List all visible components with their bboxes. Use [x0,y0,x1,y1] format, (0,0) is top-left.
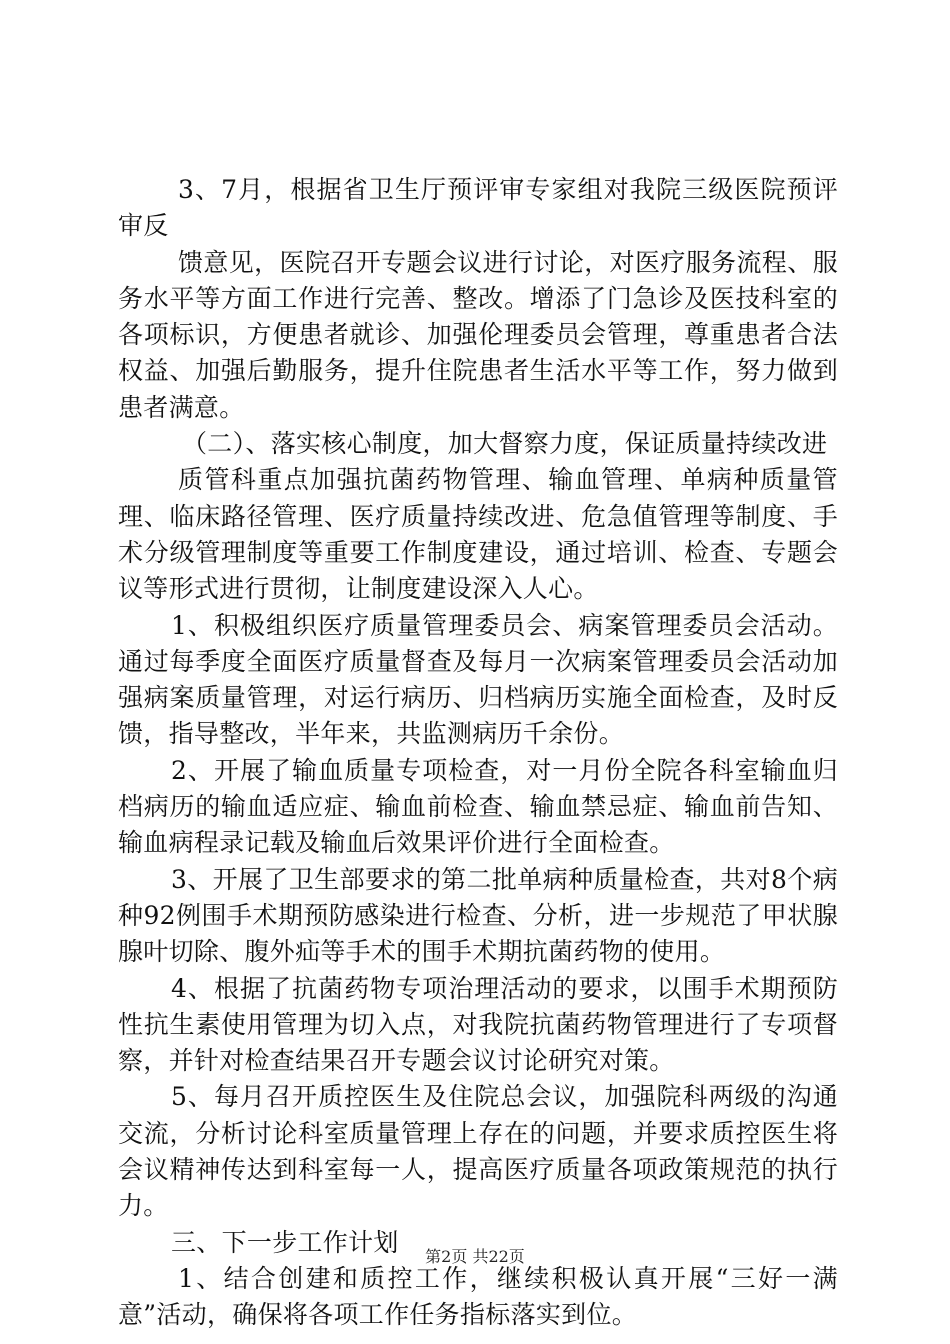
paragraph-item-1-committees: 1、积极组织医疗质量管理委员会、病案管理委员会活动。通过每季度全面医疗质量督查及每月一次病案管理委员会活动加强病案质量管理，对运行病历、归档病历实施全面检查，及时反馈，指导整改，半年来，共监测病历千余份。 [118,610,838,749]
paragraph-item-3-single-disease: 3、开展了卫生部要求的第二批单病种质量检查，共对8个病种92例围手术期预防感染进行检查、分析，进一步规范了甲状腺腺叶切除、腹外疝等手术的围手术期抗菌药物的使用。 [118,864,838,967]
section-heading-core-systems: （二）、落实核心制度，加大督察力度，保证质量持续改进 [182,429,828,459]
paragraph-feedback-continuation: 馈意见，医院召开专题会议进行讨论，对医疗服务流程、服务水平等方面工作进行完善、整改。增添了门急诊及医技科室的各项标识，方便患者就诊、加强伦理委员会管理，尊重患者合法权益、加强后勤服务，提升住院患者生活水平等工作，努力做到患者满意。 [118,247,838,422]
page-number-footer: 第2页 共22页 [425,1247,525,1266]
section-heading-next-plan: 三、下一步工作计划 [171,1227,399,1257]
paragraph-item-2-blood-transfusion: 2、开展了输血质量专项检查，对一月份全院各科室输血归档病历的输血适应症、输血前检查、输血禁忌症、输血前告知、输血病程录记载及输血后效果评价进行全面检查。 [118,755,838,858]
paragraph-plan-item-1: 1、结合创建和质控工作，继续积极认真开展“三好一满意”活动，确保将各项工作任务指标落实到位。 [118,1263,838,1330]
paragraph-item-5-meetings: 5、每月召开质控医生及住院总会议，加强院科两级的沟通交流，分析讨论科室质量管理上存在的问题，并要求质控医生将会议精神传达到科室每一人，提高医疗质量各项政策规范的执行力。 [118,1082,838,1221]
paragraph-item-3-feedback: 3、7月，根据省卫生厅预评审专家组对我院三级医院预评审反 [118,175,838,241]
document-body [118,172,838,1334]
paragraph-quality-management: 质管科重点加强抗菌药物管理、输血管理、单病种质量管理、临床路径管理、医疗质量持续改进、危急值管理等制度、手术分级管理制度等重要工作制度建设，通过培训、检查、专题会议等形式进行贯彻，让制度建设深入人心。 [118,465,838,604]
paragraph-item-4-antibiotics: 4、根据了抗菌药物专项治理活动的要求，以围手术期预防性抗生素使用管理为切入点，对我院抗菌药物管理进行了专项督察，并针对检查结果召开专题会议讨论研究对策。 [118,973,838,1076]
